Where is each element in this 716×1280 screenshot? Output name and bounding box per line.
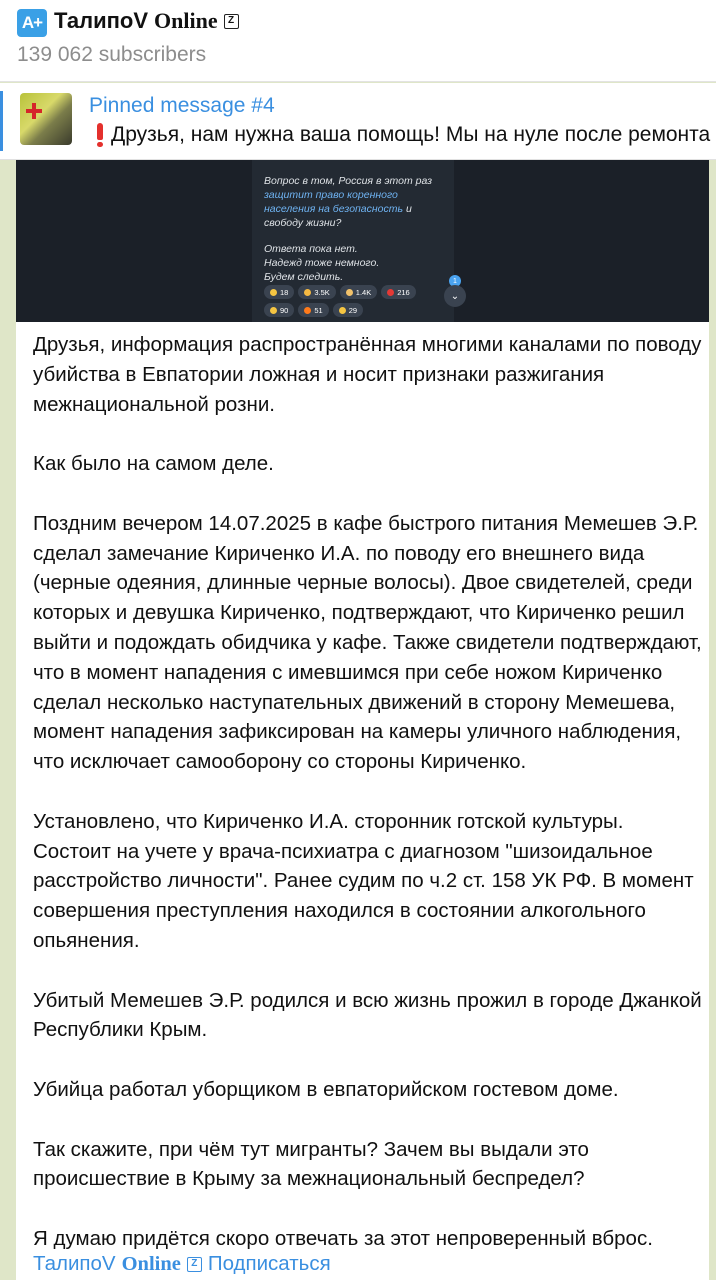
pinned-label: Pinned message #4 xyxy=(89,94,275,117)
footer-channel-brand: Online xyxy=(121,1252,181,1275)
reaction-chip xyxy=(298,303,328,317)
embedded-line-1: Ответа пока нет. xyxy=(264,243,358,255)
heart-icon xyxy=(387,289,394,296)
z-icon: Z xyxy=(187,1257,202,1272)
message-paragraph: Поздним вечером 14.07.2025 в кафе быстрого питания Мемешев Э.Р. сделал замечание Кириченко И.А. по поводу его внешнего вида (черные одеяния, длинные черные волосы). Двое свидетелей, среди которых и девушка Кириченко, подтверждают, что Кириченко решил выйти и подождать обидчика у кафе. Также свидетели подтверждают, что в момент нападения с имевшимся при себе ножом Кириченко сделал несколько наступательных движений в сторону Мемешева, момент нападения зафиксирован на камеры уличного наблюдения, что исключает самооборону со стороны Кириченко. xyxy=(33,511,702,774)
reaction-chip xyxy=(298,285,335,299)
sad-icon xyxy=(270,307,277,314)
reaction-count: 29 xyxy=(348,305,358,315)
embedded-text xyxy=(264,174,444,284)
reaction-chip xyxy=(381,285,416,299)
reaction-chip xyxy=(340,285,377,299)
channel-header xyxy=(0,0,716,82)
thumbs-up-icon xyxy=(304,289,311,296)
message-paragraph: Друзья, информация распространённая многими каналами по поводу убийства в Евпатории ложная и носит признаки разжигания межнациональной розни. xyxy=(33,333,702,416)
footer-channel-prefix: ТалипоV xyxy=(33,1252,116,1275)
subscribe-link[interactable]: Подписаться xyxy=(207,1252,331,1275)
message-text xyxy=(33,330,703,1280)
reaction-count: 216 xyxy=(397,287,410,297)
channel-logo-icon[interactable]: A+ xyxy=(17,9,47,37)
message-media[interactable] xyxy=(16,160,709,322)
chevron-down-icon: ⌄ xyxy=(444,285,466,307)
message-bubble xyxy=(16,160,709,1280)
message-paragraph: Убитый Мемешев Э.Р. родился и всю жизнь прожил в городе Джанкой Республики Крым. xyxy=(33,988,702,1042)
embedded-screenshot xyxy=(252,160,460,322)
reaction-chip xyxy=(333,303,363,317)
channel-title-prefix: ТалипоV xyxy=(54,8,149,33)
reaction-chip xyxy=(264,303,294,317)
fire-icon xyxy=(304,307,311,314)
pinned-preview xyxy=(97,123,710,147)
pray-icon xyxy=(346,289,353,296)
message-footer[interactable] xyxy=(33,1252,331,1276)
embedded-line-3: Будем следить. xyxy=(264,271,344,283)
message-paragraph: Как было на самом деле. xyxy=(33,452,274,476)
pinned-indicator xyxy=(0,91,3,151)
message-paragraph: Установлено, что Кириченко И.А. сторонник готской культуры. Состоит на учете у врача-психиатра с диагнозом "шизоидальное расстройство личности". Ранее судим по ч.2 ст. 158 УК РФ. В момент совершения преступления находился в состоянии алкогольного опьянения. xyxy=(33,809,694,952)
unread-badge: 1 xyxy=(449,275,461,287)
embedded-reactions xyxy=(264,285,444,317)
z-icon: Z xyxy=(224,14,239,29)
clap-icon xyxy=(339,307,346,314)
reaction-count: 1.4K xyxy=(355,287,372,297)
message-paragraph: Убийца работал уборщиком в евпаторийском гостевом доме. xyxy=(33,1077,619,1101)
reaction-count: 51 xyxy=(314,305,323,315)
channel-title-brand: Online xyxy=(154,8,218,33)
reaction-count: 90 xyxy=(280,305,289,315)
pinned-message-bar[interactable] xyxy=(0,83,716,160)
embedded-question-prefix: Вопрос в том, Россия в этот раз xyxy=(264,175,432,187)
message-paragraph: Так скажите, при чём тут мигранты? Зачем вы выдали это происшествие в Крыму за межнациональный беспредел? xyxy=(33,1137,589,1191)
embedded-question-link: защитит право коренного населения на безопасность xyxy=(264,189,404,215)
subscriber-count: 139 062 subscribers xyxy=(17,43,207,66)
reaction-chip xyxy=(264,285,294,299)
channel-title[interactable] xyxy=(54,8,239,34)
embedded-question-suffix: и свободу жизни? xyxy=(264,203,412,229)
pinned-preview-text: Друзья, нам нужна ваша помощь! Мы на нуле после ремонта xyxy=(111,123,711,146)
pinned-thumbnail xyxy=(20,93,72,145)
star-icon xyxy=(270,289,277,296)
exclamation-icon xyxy=(97,123,103,147)
red-cross-icon xyxy=(26,103,42,119)
embedded-line-2: Надежд тоже немного. xyxy=(264,257,380,269)
reaction-count: 3.5K xyxy=(314,287,330,297)
reaction-count: 18 xyxy=(280,287,289,297)
message-paragraph: Я думаю придётся скоро отвечать за этот непроверенный вброс. xyxy=(33,1226,653,1250)
